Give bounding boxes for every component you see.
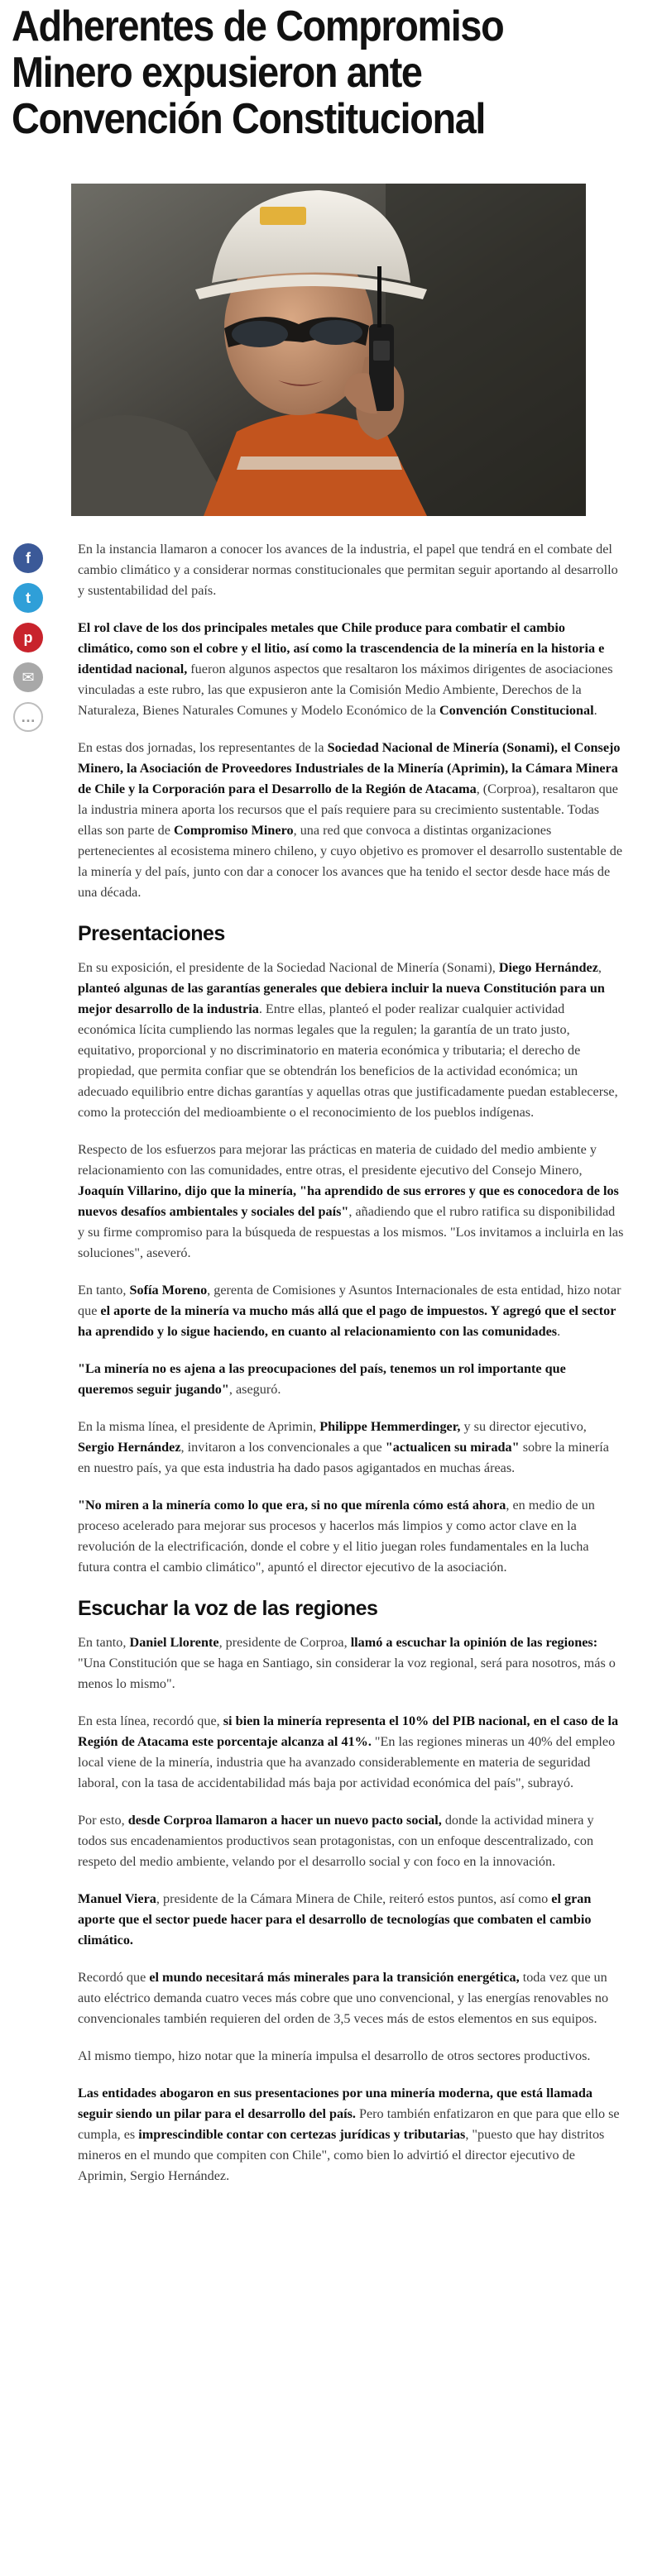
paragraph-12: Por esto, desde Corproa llamaron a hacer un nuevo pacto social, donde la actividad minera y todos sus encadenamientos productivos sean protagonistas, con un enfoque descentralizado, con respeto del medio ambiente, velando por el desarrollo social y con foco en la innovación. bbox=[78, 1813, 594, 1869]
paragraph-16: Las entidades abogaron en sus presentaciones por una minería moderna, que está llamada seguir siendo un pilar para el desarrollo del país. Pero también enfatizaron en que para que ello se cumpla, es imprescindible contar con certezas jurídicas y tributarias, "puesto que hay distritos mineros en el mundo que compiten con Chile", como bien lo advirtió el director ejecutivo de Aprimin, Sergio Hernández. bbox=[78, 2086, 620, 2183]
paragraph-9: "No miren a la minería como lo que era, si no que mírenla cómo está ahora, en medio de un proceso acelerado para mejorar sus procesos y hacerlos más limpios y como actor clave en la revolución de la electrificación, donde el cobre y el litio juegan roles fundamentales en la lucha futura contra el cambio climático", apuntó el director ejecutivo de la asociación. bbox=[78, 1498, 595, 1575]
worker-with-radio-photo bbox=[71, 184, 586, 516]
hero-image bbox=[71, 184, 586, 516]
paragraph-4: En su exposición, el presidente de la Sociedad Nacional de Minería (Sonami), Diego Hernández, planteó algunas de las garantías generales que debiera incluir la nueva Constitución para un mejor desarrollo de la industria. Entre ellas, planteó el poder realizar cualquier actividad económica lícita cumpliendo las normas legales que la regulen; la garantía de un trato justo, equitativo, proporcional y no discriminatorio en materia económica y tributaria; el derecho de propiedad, que permita confiar que se obtendrán los beneficios de la actividad económica; un adecuado equilibrio entre dichas garantías y aquellas otras que justificadamente puedan establecerse, como la protección del medioambiente o el reconocimiento de los pueblos indígenas. bbox=[78, 960, 618, 1120]
paragraph-13: Manuel Viera, presidente de la Cámara Minera de Chile, reiteró estos puntos, así como el gran aporte que el sector puede hacer para el desarrollo de tecnologías que combaten el cambio climático. bbox=[78, 1891, 592, 1948]
paragraph-2: El rol clave de los dos principales metales que Chile produce para combatir el cambio climático, como son el cobre y el litio, así como la trascendencia de la minería en la historia e identidad nacional, fueron algunos aspectos que resaltaron los máximos dirigentes de asociaciones vinculadas a este rubro, las que expusieron ante la Comisión Medio Ambiente, Derechos de la Naturaleza, Bienes Naturales Comunes y Modelo Económico de la Convención Constitucional. bbox=[78, 620, 613, 718]
email-icon: ✉ bbox=[22, 668, 35, 686]
paragraph-6: En tanto, Sofía Moreno, gerenta de Comisiones y Asuntos Internacionales de esta entidad, hizo notar que el aporte de la minería va mucho más allá que el pago de impuestos. Y agregó que el sector ha aprendido y lo sigue haciendo, en cuanto al relacionamiento con las comunidades. bbox=[78, 1283, 621, 1339]
section-heading-regiones: Escuchar la voz de las regiones bbox=[78, 1597, 378, 1620]
paragraph-1: En la instancia llamaron a conocer los avances de la industria, el papel que tendrá en el combate del cambio climático y a considerar normas constitucionales que permitan seguir aportando al desarrollo y sustentabilidad del país. bbox=[78, 542, 618, 598]
article-body bbox=[78, 539, 624, 2203]
facebook-icon: f bbox=[26, 549, 31, 566]
paragraph-14: Recordó que el mundo necesitará más minerales para la transición energética, toda vez que un auto eléctrico demanda cuatro veces más cobre que uno convencional, y las energías renovables no convencionales también requieren del orden de 3,5 veces más de estos elementos en sus equipos. bbox=[78, 1970, 609, 2026]
paragraph-8: En la misma línea, el presidente de Aprimin, Philippe Hemmerdinger, y su director ejecutivo, Sergio Hernández, invitaron a los convencionales a que "actualicen su mirada" sobre la minería en nuestro país, ya que esta industria ha dado pasos agigantados en muchas áreas. bbox=[78, 1419, 609, 1475]
paragraph-3: En estas dos jornadas, los representantes de la Sociedad Nacional de Minería (Sonami), el Consejo Minero, la Asociación de Proveedores Industriales de la Minería (Aprimin), la Cámara Minera de Chile y la Corporación para el Desarrollo de la Región de Atacama, (Corproa), resaltaron que la industria minera aporta los recursos que el país requiere para su crecimiento sustentable. Todas ellas son parte de Compromiso Minero, una red que convoca a distintas organizaciones pertenecientes al ecosistema minero chileno, y cuyo objetivo es promover el desarrollo sustentable de la minería y del país, junto con dar a conocer los avances que ha tenido el sector desde hace más de una década. bbox=[78, 740, 623, 900]
comment-button[interactable] bbox=[13, 702, 43, 732]
twitter-icon: t bbox=[26, 589, 31, 606]
section-heading-presentaciones: Presentaciones bbox=[78, 922, 225, 945]
pinterest-share-button[interactable] bbox=[13, 623, 43, 652]
share-bar bbox=[13, 543, 46, 742]
email-share-button[interactable] bbox=[13, 662, 43, 692]
paragraph-5: Respecto de los esfuerzos para mejorar las prácticas en materia de cuidado del medio ambiente y relacionamiento con las comunidades, entre otras, el presidente ejecutivo del Consejo Minero, Joaquín Villarino, dijo que la minería, "ha aprendido de sus errores y que es conocedora de los nuevos desafíos ambientales y sociales del país", añadiendo que el rubro ratifica su disponibilidad y su firme compromiso para la búsqueda de respuestas a los mismos. "Los invitamos a incluirla en las soluciones", aseveró. bbox=[78, 1142, 624, 1260]
twitter-share-button[interactable] bbox=[13, 583, 43, 613]
pinterest-icon: p bbox=[23, 628, 33, 646]
facebook-share-button[interactable] bbox=[13, 543, 43, 573]
paragraph-7: "La minería no es ajena a las preocupaciones del país, tenemos un rol importante que queremos seguir jugando", aseguró. bbox=[78, 1361, 566, 1397]
article-title: Adherentes de Compromiso Minero expusieron ante Convención Constitucional bbox=[12, 2, 504, 143]
comment-icon: … bbox=[21, 708, 36, 725]
paragraph-15: Al mismo tiempo, hizo notar que la minería impulsa el desarrollo de otros sectores productivos. bbox=[78, 2048, 591, 2063]
paragraph-10: En tanto, Daniel Llorente, presidente de Corproa, llamó a escuchar la opinión de las regiones: "Una Constitución que se haga en Santiago, sin considerar la voz regional, será para nosotros, más o menos lo mismo". bbox=[78, 1635, 616, 1691]
paragraph-11: En esta línea, recordó que, si bien la minería representa el 10% del PIB nacional, en el caso de la Región de Atacama este porcentaje alcanza al 41%. "En las regiones mineras un 40% del empleo local viene de la minería, industria que ha avanzado considerablemente en materia de seguridad laboral, con la tasa de accidentabilidad más baja por actividad económica del país", subrayó. bbox=[78, 1713, 619, 1790]
